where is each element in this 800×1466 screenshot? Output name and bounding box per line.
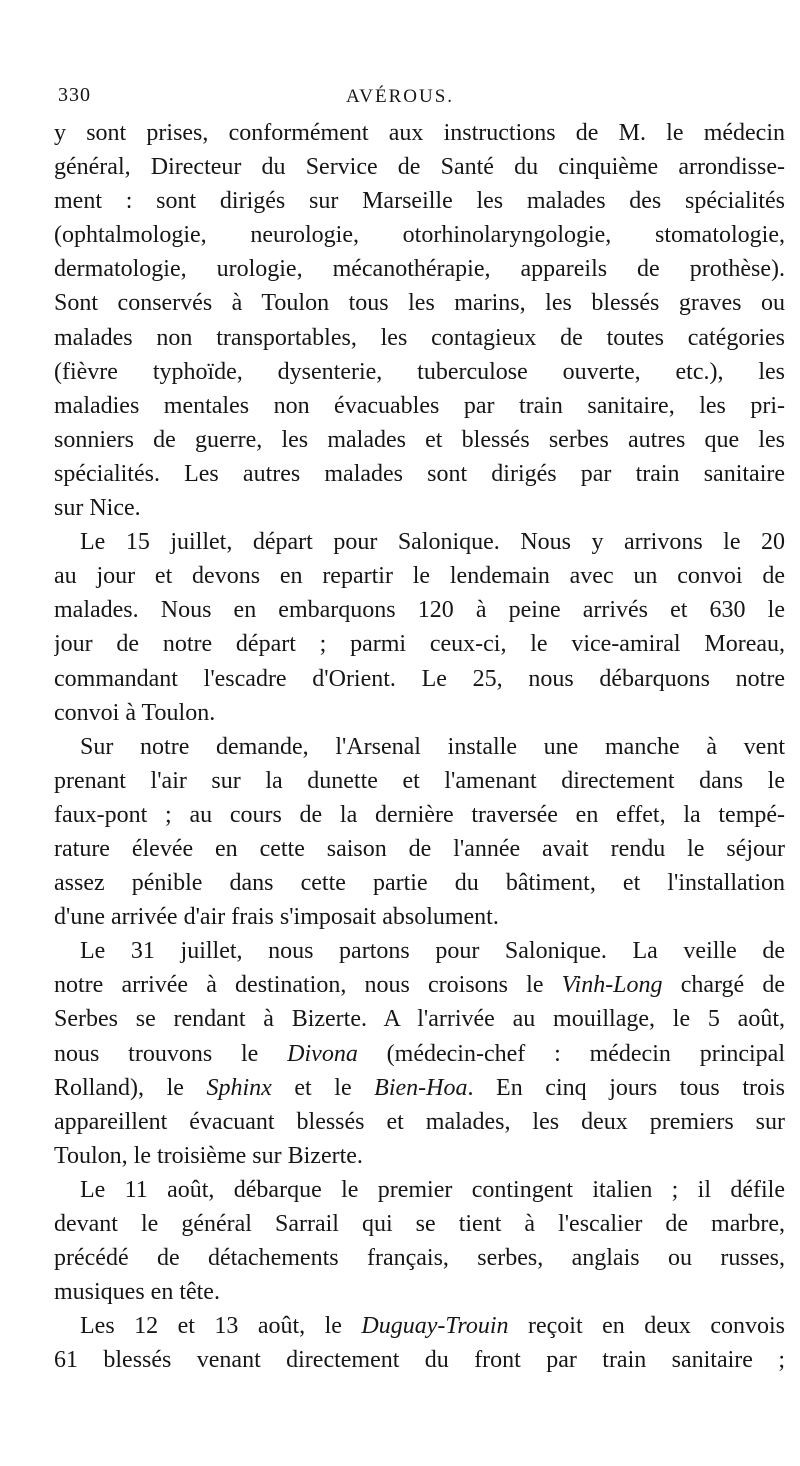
ship-name-duguay-trouin: Duguay-Trouin [361, 1313, 509, 1340]
text-line: y sont prises, conformément aux instructions de M. le médecin [54, 120, 785, 146]
text-line: Toulon, le troisième sur Bizerte. [54, 1142, 363, 1169]
text-line: (ophtalmologie, neurologie, otorhinolaryngologie, stomatologie, [54, 222, 785, 249]
text-line: devant le général Sarrail qui se tient à l'escalier de marbre, [54, 1211, 785, 1237]
text-line: malades. Nous en embarquons 120 à peine arrivés et 630 le [54, 597, 785, 624]
text-run: notre arrivée à destination, nous croisons le [54, 972, 544, 999]
ship-name-sphinx: Sphinx [206, 1074, 272, 1101]
text-line: appareillent évacuant blessés et malades, les deux premiers sur [54, 1108, 785, 1135]
text-line: 61 blessés venant directement du front par train sanitaire ; [54, 1347, 785, 1374]
text-run: . En cinq jours tous trois [467, 1074, 785, 1101]
text-line: ment : sont dirigés sur Marseille les malades des spécialités [54, 188, 785, 215]
text-line: maladies mentales non évacuables par train sanitaire, les pri- [54, 392, 785, 419]
text-line: Sont conservés à Toulon tous les marins, les blessés graves ou [54, 290, 785, 317]
text-run: chargé de [680, 972, 785, 999]
text-line: précédé de détachements français, serbes, anglais ou russes, [54, 1245, 785, 1272]
page-number: 330 [58, 84, 91, 106]
text-line: sonniers de guerre, les malades et blessés serbes autres que les [54, 426, 785, 453]
text-line: prenant l'air sur la dunette et l'amenant directement dans le [54, 767, 785, 794]
text-line [54, 968, 785, 1002]
text-line: au jour et devons en repartir le lendemain avec un convoi de [54, 563, 785, 590]
text-line: malades non transportables, les contagieux de toutes catégories [54, 324, 785, 351]
text-line: rature élevée en cette saison de l'année avait rendu le séjour [54, 835, 785, 862]
body-text [54, 116, 785, 1377]
text-line: dermatologie, urologie, mécanothérapie, appareils de prothèse). [54, 256, 785, 283]
text-line: assez pénible dans cette partie du bâtiment, et l'installation [54, 870, 785, 897]
text-line: commandant l'escadre d'Orient. Le 25, nous débarquons notre [54, 665, 785, 692]
page-header [58, 84, 742, 114]
text-line [54, 1309, 785, 1343]
text-line: Serbes se rendant à Bizerte. A l'arrivée au mouillage, le 5 août, [54, 1006, 785, 1033]
ship-name-bien-hoa: Bien-Hoa [374, 1074, 468, 1101]
text-line: Sur notre demande, l'Arsenal installe une manche à vent [80, 733, 785, 760]
text-line: faux-pont ; au cours de la dernière traversée en effet, la tempé- [54, 801, 785, 828]
text-line: jour de notre départ ; parmi ceux-ci, le vice-amiral Moreau, [54, 631, 785, 658]
text-line: spécialités. Les autres malades sont dirigés par train sanitaire [54, 460, 785, 487]
text-run: reçoit en deux convois [528, 1313, 785, 1340]
text-line [54, 1037, 785, 1071]
text-line: musiques en tête. [54, 1279, 220, 1306]
ship-name-vinh-long: Vinh-Long [561, 972, 663, 999]
running-head: AVÉROUS. [345, 86, 455, 107]
text-line: Le 15 juillet, départ pour Salonique. Nous y arrivons le 20 [80, 529, 785, 556]
text-line: (fièvre typhoïde, dysenterie, tuberculose ouverte, etc.), les [54, 358, 785, 385]
text-line: convoi à Toulon. [54, 699, 216, 726]
text-line: Le 31 juillet, nous partons pour Salonique. La veille de [80, 938, 785, 965]
text-line: Le 11 août, débarque le premier contingent italien ; il défile [80, 1176, 785, 1203]
text-line: d'une arrivée d'air frais s'imposait absolument. [54, 904, 499, 931]
text-run: Rolland), le [54, 1074, 184, 1101]
text-line: sur Nice. [54, 495, 141, 522]
text-run: (médecin-chef : médecin principal [386, 1040, 785, 1067]
text-run: nous trouvons le [54, 1040, 259, 1067]
text-line [54, 1071, 785, 1105]
text-run: et le [294, 1074, 352, 1101]
text-run: Les 12 et 13 août, le [80, 1313, 342, 1340]
ship-name-divona: Divona [287, 1040, 358, 1067]
text-line: général, Directeur du Service de Santé du cinquième arrondisse- [54, 154, 785, 181]
